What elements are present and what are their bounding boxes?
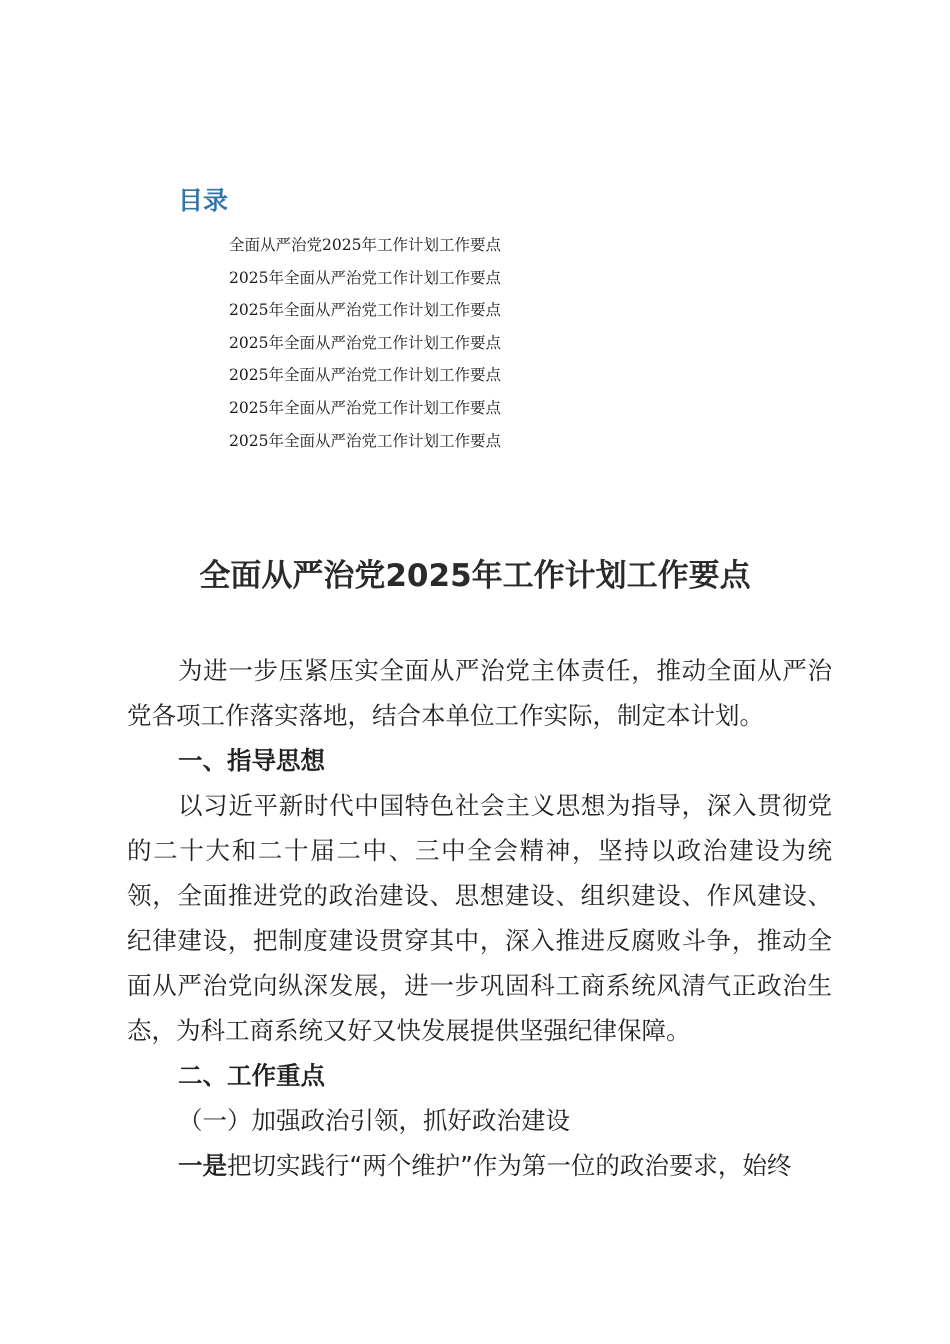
toc-item[interactable]: 2025年全面从严治党工作计划工作要点 [229, 366, 501, 385]
point-one-lead: 一是 [178, 1151, 227, 1180]
section-heading-guiding-thought: 一、指导思想 [178, 746, 325, 775]
toc-item[interactable]: 2025年全面从严治党工作计划工作要点 [229, 333, 501, 352]
subsection-heading-political-guidance: （一）加强政治引领，抓好政治建设 [178, 1106, 570, 1135]
toc-item[interactable]: 2025年全面从严治党工作计划工作要点 [229, 301, 501, 320]
table-of-contents [178, 183, 778, 457]
section-heading-work-focus: 二、工作重点 [178, 1061, 325, 1090]
toc-item[interactable]: 2025年全面从严治党工作计划工作要点 [229, 431, 501, 450]
toc-item[interactable]: 2025年全面从严治党工作计划工作要点 [229, 398, 501, 417]
point-one-text: 把切实践行“两个维护”作为第一位的政治要求，始终 [227, 1151, 792, 1180]
toc-item[interactable]: 2025年全面从严治党工作计划工作要点 [229, 268, 501, 287]
point-one-paragraph [127, 1143, 832, 1188]
guiding-thought-paragraph: 以习近平新时代中国特色社会主义思想为指导，深入贯彻党的二十大和二十届二中、三中全会精神，坚持以政治建设为统领，全面推进党的政治建设、思想建设、组织建设、作风建设、纪律建设，把制度建设贯穿其中，深入推进反腐败斗争，推动全面从严治党向纵深发展，进一步巩固科工商系统风清气正政治生态，为科工商系统又好又快发展提供坚强纪律保障。 [127, 791, 832, 1045]
document-title: 全面从严治党2025年工作计划工作要点 [199, 558, 751, 594]
toc-item[interactable]: 全面从严治党2025年工作计划工作要点 [229, 236, 501, 254]
toc-list [178, 229, 778, 457]
toc-title: 目录 [178, 186, 229, 215]
intro-paragraph: 为进一步压紧压实全面从严治党主体责任，推动全面从严治党各项工作落实落地，结合本单位工作实际，制定本计划。 [127, 656, 832, 730]
document-body [127, 648, 832, 1188]
